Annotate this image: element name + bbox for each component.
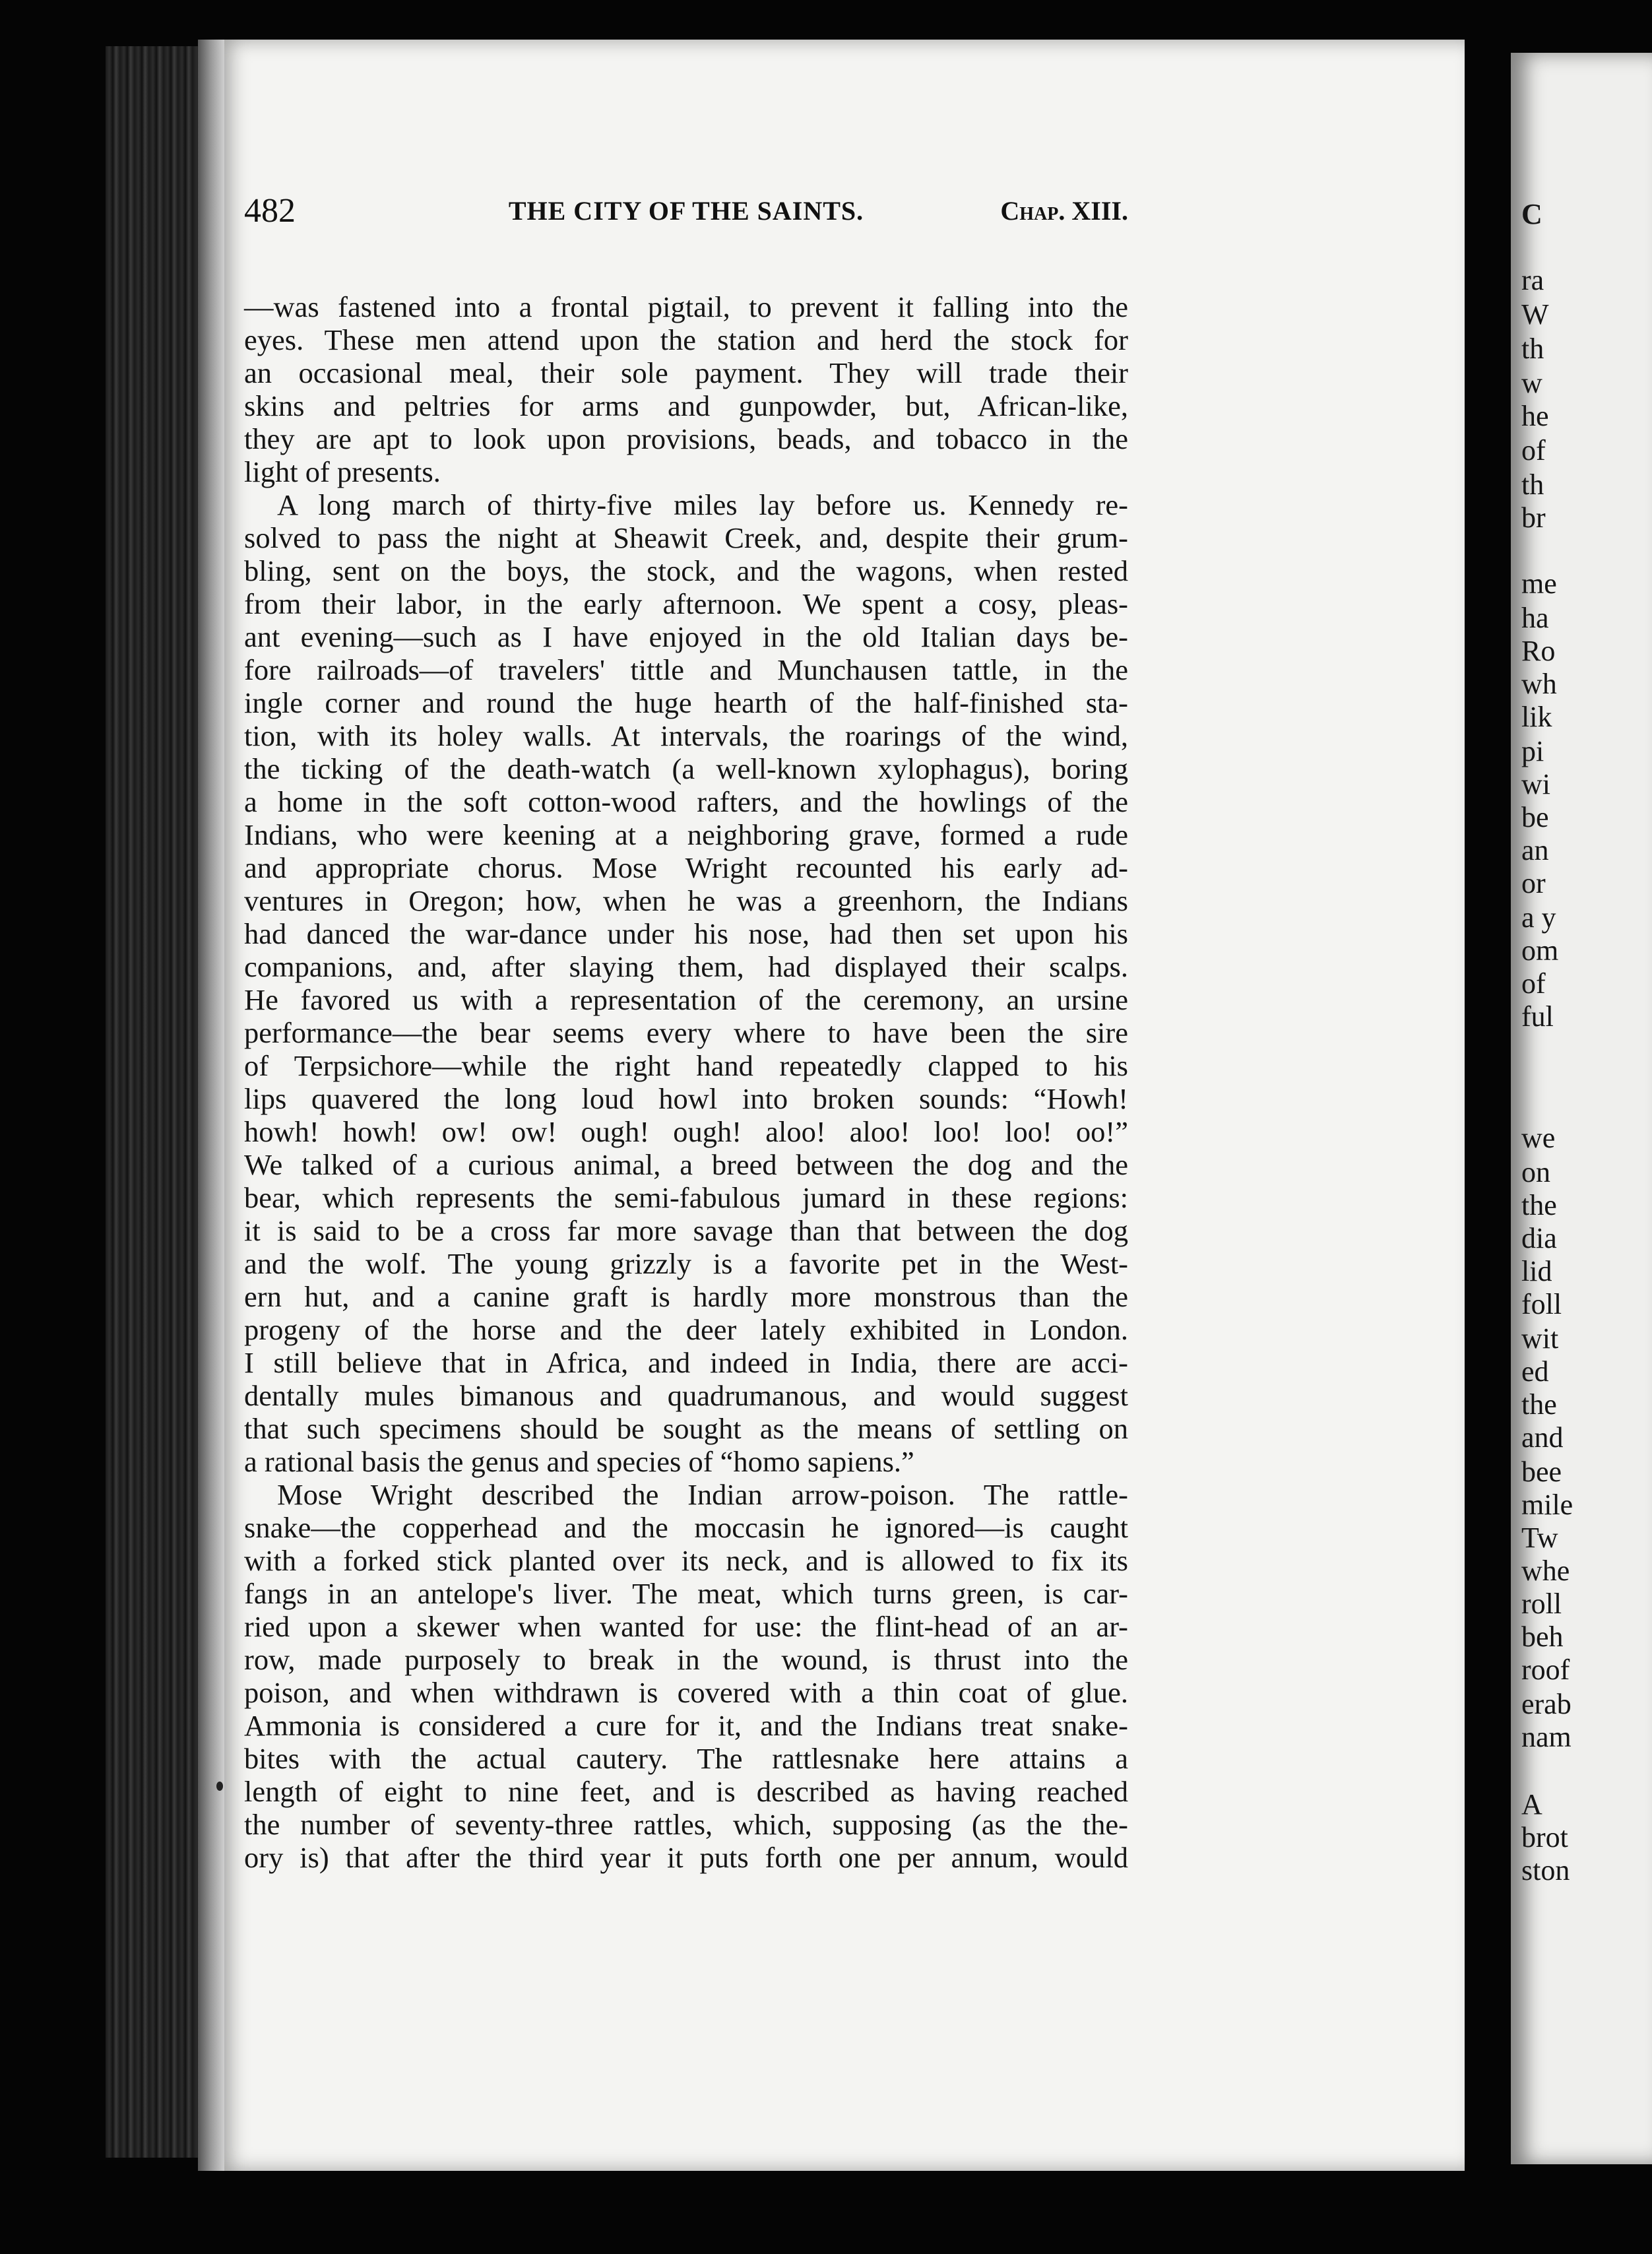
adjacent-text-fragment: om: [1521, 934, 1559, 967]
chapter-label: Chap. XIII.: [1000, 196, 1128, 226]
adjacent-text-fragment: or: [1521, 867, 1546, 899]
text-line: and appropriate chorus. Mose Wright recounted his early ad-: [244, 851, 1128, 884]
adjacent-text-fragment: ful: [1521, 1000, 1554, 1033]
adjacent-text-fragment: on: [1521, 1156, 1550, 1188]
adjacent-text-fragment: th: [1521, 468, 1544, 501]
text-line: eyes. These men attend upon the station and herd the stock for: [244, 323, 1128, 356]
page-number: 482: [244, 192, 296, 230]
text-line: We talked of a curious animal, a breed between the dog and the: [244, 1148, 1128, 1181]
adjacent-text-fragment: lik: [1521, 701, 1552, 733]
adjacent-text-fragment: W: [1521, 298, 1549, 331]
text-line: I still believe that in Africa, and indeed in India, there are acci-: [244, 1346, 1128, 1379]
adjacent-text-fragment: be: [1521, 801, 1549, 833]
text-line: skins and peltries for arms and gunpowder, but, African-like,: [244, 389, 1128, 422]
adjacent-text-fragment: wi: [1521, 768, 1550, 800]
page-gutter-edge: [198, 40, 224, 2171]
adjacent-text-fragment: and: [1521, 1421, 1564, 1454]
text-line: ried upon a skewer when wanted for use: the flint-head of an ar-: [244, 1610, 1128, 1643]
text-line: progeny of the horse and the deer lately exhibited in London.: [244, 1313, 1128, 1346]
text-line: row, made purposely to break in the wound, is thrust into the: [244, 1643, 1128, 1676]
text-line: dentally mules bimanous and quadrumanous, and would suggest: [244, 1379, 1128, 1412]
adjacent-text-fragment: ha: [1521, 602, 1549, 634]
text-line: bling, sent on the boys, the stock, and the wagons, when rested: [244, 554, 1128, 587]
text-line: bites with the actual cautery. The rattlesnake here attains a: [244, 1742, 1128, 1775]
text-line: ant evening—such as I have enjoyed in the old Italian days be-: [244, 620, 1128, 653]
adjacent-text-fragment: mile: [1521, 1489, 1573, 1521]
adjacent-text-fragment: roof: [1521, 1654, 1570, 1686]
adjacent-page: [1511, 53, 1652, 2164]
text-line: a rational basis the genus and species of “homo sapiens.”: [244, 1445, 914, 1478]
adjacent-text-fragment: w: [1521, 367, 1542, 399]
text-line: length of eight to nine feet, and is described as having reached: [244, 1775, 1128, 1808]
text-line: the number of seventy-three rattles, which, supposing (as the the-: [244, 1808, 1128, 1841]
text-line: an occasional meal, their sole payment. They will trade their: [244, 356, 1128, 389]
text-line: ingle corner and round the huge hearth of the half-finished sta-: [244, 686, 1128, 719]
running-title: THE CITY OF THE SAINTS.: [508, 196, 864, 226]
text-line: ory is) that after the third year it puts forth one per annum, would: [244, 1841, 1128, 1874]
adjacent-text-fragment: beh: [1521, 1621, 1564, 1653]
text-line: Mose Wright described the Indian arrow-poison. The rattle-: [277, 1478, 1128, 1511]
text-line: had danced the war-dance under his nose, had then set upon his: [244, 917, 1128, 950]
adjacent-text-fragment: an: [1521, 834, 1549, 866]
adjacent-text-fragment: th: [1521, 333, 1544, 365]
text-line: ern hut, and a canine graft is hardly more monstrous than the: [244, 1280, 1128, 1313]
adjacent-text-fragment: wh: [1521, 668, 1557, 700]
text-line: poison, and when withdrawn is covered with a thin coat of glue.: [244, 1676, 1128, 1709]
adjacent-text-fragment: nam: [1521, 1721, 1572, 1753]
adjacent-text-fragment: whe: [1521, 1555, 1570, 1587]
text-line: —was fastened into a frontal pigtail, to prevent it falling into the: [244, 290, 1128, 323]
adjacent-text-fragment: ston: [1521, 1854, 1570, 1886]
adjacent-text-fragment: the: [1521, 1388, 1557, 1421]
adjacent-text-fragment: he: [1521, 400, 1549, 432]
text-line: tion, with its holey walls. At intervals, the roarings of the wind,: [244, 719, 1128, 752]
adjacent-text-fragment: pi: [1521, 735, 1544, 767]
text-line: that such specimens should be sought as the means of settling on: [244, 1412, 1128, 1445]
adjacent-text-fragment: of: [1521, 967, 1546, 1000]
text-line: of Terpsichore—while the right hand repeatedly clapped to his: [244, 1049, 1128, 1082]
text-line: howh! howh! ow! ow! ough! ough! aloo! aloo! loo! loo! oo!”: [244, 1115, 1128, 1148]
page-header: [244, 191, 1128, 244]
text-line: fangs in an antelope's liver. The meat, which turns green, is car-: [244, 1577, 1128, 1610]
text-line: light of presents.: [244, 455, 441, 488]
text-line: from their labor, in the early afternoon. We spent a cosy, pleas-: [244, 587, 1128, 620]
adjacent-text-fragment: dia: [1521, 1222, 1557, 1254]
text-line: a home in the soft cotton-wood rafters, and the howlings of the: [244, 785, 1128, 818]
text-line: fore railroads—of travelers' tittle and Munchausen tattle, in the: [244, 653, 1128, 686]
adjacent-text-fragment: C: [1521, 198, 1542, 230]
adjacent-text-fragment: erab: [1521, 1688, 1572, 1720]
adjacent-text-fragment: Ro: [1521, 635, 1556, 667]
adjacent-text-fragment: ra: [1521, 264, 1544, 296]
adjacent-text-fragment: Tw: [1521, 1522, 1558, 1554]
text-line: performance—the bear seems every where to have been the sire: [244, 1016, 1128, 1049]
adjacent-text-fragment: br: [1521, 501, 1546, 534]
text-line: Ammonia is considered a cure for it, and the Indians treat snake-: [244, 1709, 1128, 1742]
adjacent-text-fragment: the: [1521, 1189, 1557, 1221]
text-line: the ticking of the death-watch (a well-known xylophagus), boring: [244, 752, 1128, 785]
body-text: [244, 290, 1128, 1874]
adjacent-text-fragment: brot: [1521, 1821, 1568, 1853]
text-line: solved to pass the night at Sheawit Creek, and, despite their grum-: [244, 521, 1128, 554]
text-line: Indians, who were keening at a neighboring grave, formed a rude: [244, 818, 1128, 851]
text-line: bear, which represents the semi-fabulous jumard in these regions:: [244, 1181, 1128, 1214]
text-line: it is said to be a cross far more savage than that between the dog: [244, 1214, 1128, 1247]
text-line: and the wolf. The young grizzly is a favorite pet in the West-: [244, 1247, 1128, 1280]
adjacent-text-fragment: foll: [1521, 1288, 1562, 1320]
text-line: snake—the copperhead and the moccasin he ignored—is caught: [244, 1511, 1128, 1544]
adjacent-text-fragment: we: [1521, 1122, 1556, 1154]
adjacent-text-fragment: roll: [1521, 1588, 1562, 1620]
text-line: ventures in Oregon; how, when he was a greenhorn, the Indians: [244, 884, 1128, 917]
text-line: companions, and, after slaying them, had displayed their scalps.: [244, 950, 1128, 983]
adjacent-text-fragment: lid: [1521, 1255, 1552, 1287]
adjacent-text-fragment: me: [1521, 567, 1557, 600]
adjacent-text-fragment: A: [1521, 1788, 1542, 1820]
adjacent-text-fragment: a y: [1521, 901, 1556, 934]
text-line: A long march of thirty-five miles lay before us. Kennedy re-: [277, 488, 1128, 521]
ink-speck: [216, 1782, 223, 1791]
text-line: lips quavered the long loud howl into broken sounds: “Howh!: [244, 1082, 1128, 1115]
text-line: with a forked stick planted over its neck, and is allowed to fix its: [244, 1544, 1128, 1577]
adjacent-text-fragment: ed: [1521, 1355, 1549, 1388]
adjacent-text-fragment: bee: [1521, 1456, 1562, 1488]
adjacent-text-fragment: wit: [1521, 1322, 1559, 1355]
text-line: He favored us with a representation of the ceremony, an ursine: [244, 983, 1128, 1016]
adjacent-text-fragment: of: [1521, 434, 1546, 467]
text-line: they are apt to look upon provisions, beads, and tobacco in the: [244, 422, 1128, 455]
